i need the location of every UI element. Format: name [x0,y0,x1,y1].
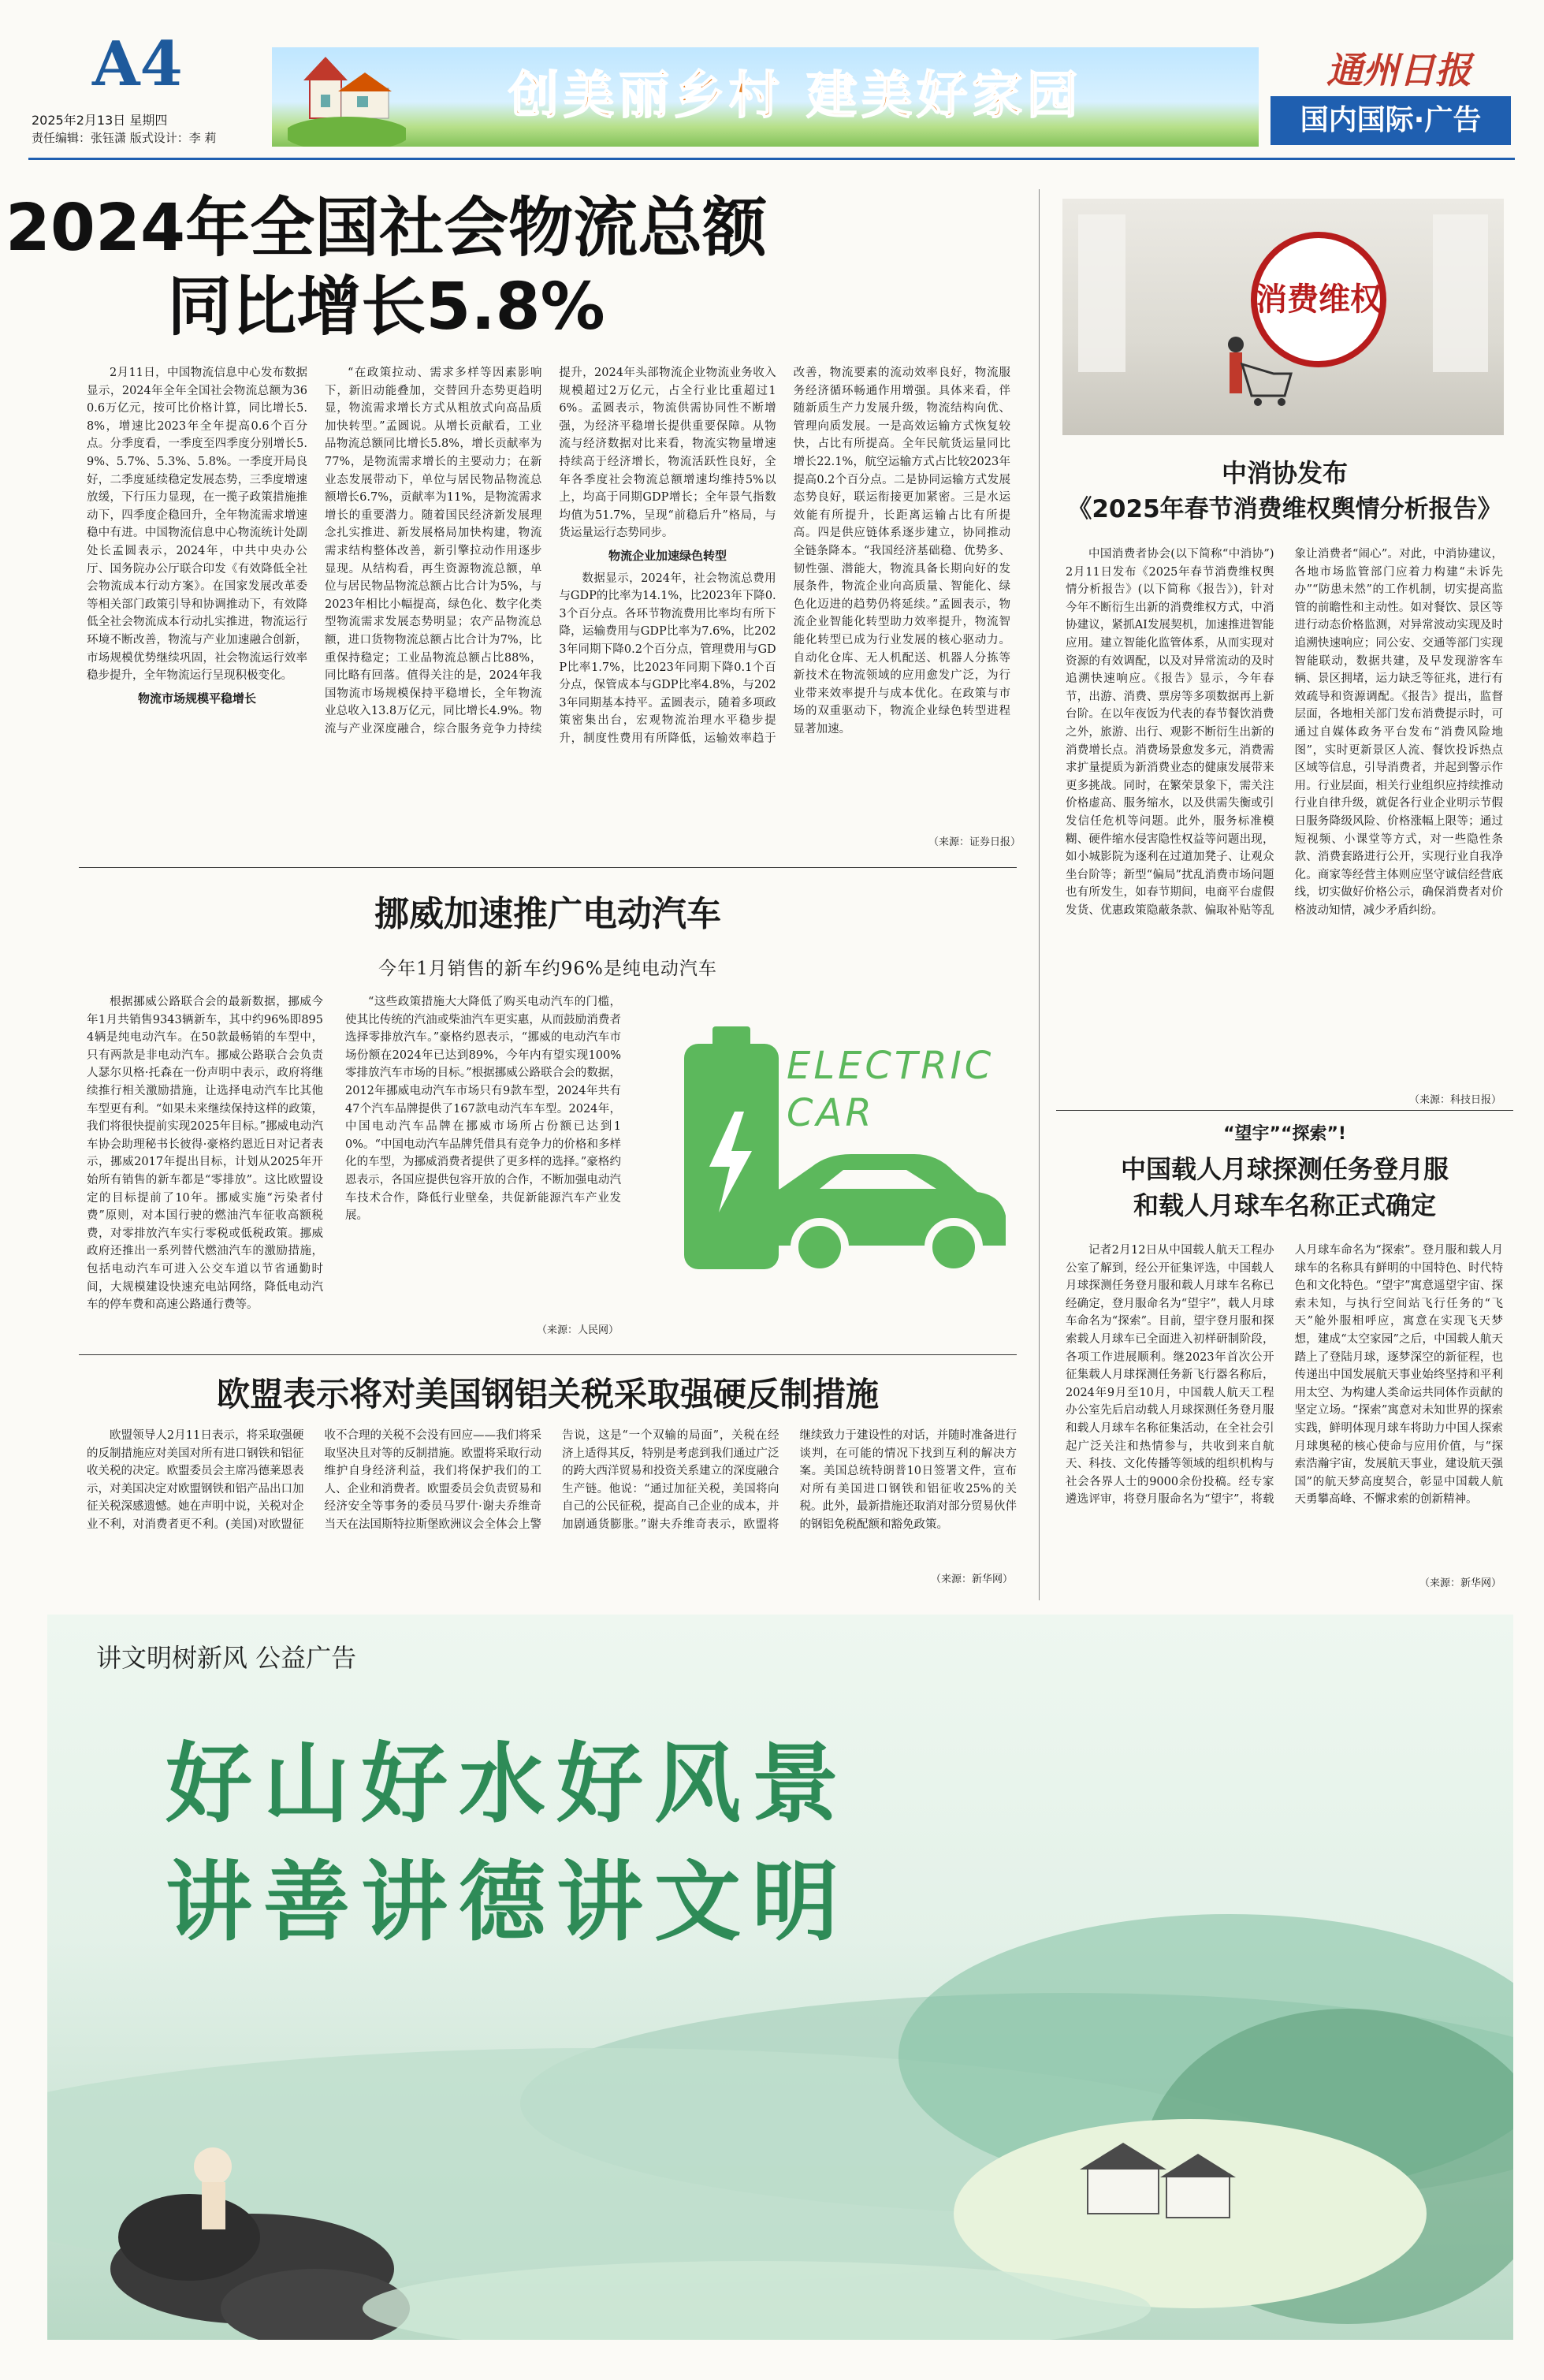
eu-source: （来源：新华网） [930,1574,1013,1585]
norway-body-2: “这些政策措施大大降低了购买电动汽车的门槛，使其比传统的汽油或柴油汽车更实惠，从而鼓励消费者选择零排放汽车。”豪格约恩表示，“挪威的电动汽车市场份额在2024年已达到89%，今年内有望实现100%零排放汽车市场的目标。”根据挪威公路联合会的数据，2012年挪威电动汽车市场只有9款车型，2024年共有47个汽车品牌提供了167款电动汽车车型。2024年，中国电动汽车品牌在挪威市场所占份额已达到10%。“中国电动汽车品牌凭借具有竞争力的价格和多样化的车型，为挪威消费者提供了更多样的选择。”豪格约恩表示，各国应提供包容开放的合作，不断加强电动汽车技术合作，降低行业壁垒，共促新能源汽车产业发展。 [345,996,621,1223]
banner-slogan: 创美丽乡村 建美好家园 [508,67,1083,125]
norway-subtitle: 今年1月销售的新车约96%是纯电动汽车 [378,959,717,979]
ad-slogan-line1: 好山好水好风景 [166,1733,850,1834]
moon-title-line1: 中国载人月球探测任务登月服 [1120,1154,1449,1184]
rule-norway [79,1354,1017,1355]
issue-date: 2025年2月13日 星期四 [32,113,168,128]
consumer-body-columns [1066,546,1503,1089]
moon-body: 记者2月12日从中国载人航天工程办公室了解到，经公开征集评选，中国载人月球探测任务登月服和载人月球车名称已经确定，登月服命名为“望宇”，载人月球车命名为“探索”。目前，望宇登月服和探索载人月球车已全面进入初样研制阶段，各项工作进展顺利。继2023年首次公开征集载人月球探测任务新飞行器名称后，2024年9月至10月，中国载人航天工程办公室先后启动载人月球探测任务登月服和载人月球车名称征集活动，在全社会引起广泛关注和热情参与，共收到来自航天、科技、文化传播等领域的组织机构与社会各界人士的9000余份投稿。经专家遴选评审，将登月服命名为“望宇”，将载人月球车命名为“探索”。登月服和载人月球车的名称具有鲜明的中国特色、时代特色和文化特色。“望宇”寓意遥望宇宙、探索未知，与执行空间站飞行任务的“飞天”舱外服相呼应，寓意在实现飞天梦想，建成“太空家园”之后，中国载人航天踏上了登陆月球，逐梦深空的新征程，也传递出中国发展航天事业始终坚持和平利用太空、为构建人类命运共同体作贡献的坚定立场。“探索”寓意对未知世界的探索实践，鲜明体现月球车将助力中国人探索月球奥秘的核心使命与应用价值，与“探索浩瀚宇宙，发展航天事业，建设航天强国”的航天梦高度契合，彰显中国载人航天勇攀高峰、不懈求索的创新精神。 [1066,1244,1503,1507]
moon-body-columns [1066,1242,1503,1577]
eu-title: 欧盟表示将对美国钢铝关税采取强硬反制措施 [216,1375,879,1413]
masthead-rule [28,158,1515,160]
logistics-col-1 [87,364,307,853]
electric-label: ELECTRIC [787,1044,995,1088]
house-illustration [288,47,406,147]
newspaper-logo: 通州日报 [1326,49,1471,91]
logistics-source: （来源：证券日报） [928,836,1021,848]
car-wheel-rear [928,1222,979,1272]
car-label: CAR [787,1091,875,1135]
norway-col-1 [87,993,323,1340]
logistics-col-2 [325,364,1010,853]
landscape-illustration [47,1615,1513,2340]
consumer-source: （来源：科技日报） [1408,1094,1501,1106]
ad-slogan-line2: 讲善讲德讲文明 [166,1851,850,1953]
norway-col-2 [345,993,621,1340]
consumer-title-line1: 中消协发布 [1221,458,1348,488]
page-number: A4 [92,28,183,100]
public-service-ad [47,1615,1513,2340]
consumer-body: 中国消费者协会(以下简称“中消协”)2月11日发布《2025年春节消费维权舆情分析报告》(以下简称《报告》)，针对今年不断衍生出新的消费维权方式，中消协建议，紧抓AI发展契机，加速推进智能应用。建立智能化监管体系，从而实现对资源的有效调配，以及对异常流动的及时追溯快速响应。《报告》显示，今年春节，出游、消费、票房等多项数据再上新台阶。在以年夜饭为代表的春节餐饮消费之外，旅游、出行、观影不断衍生出新的消费增长点。消费场景愈发多元，消费需求扩量提质为新消费业态的健康发展带来更多挑战。同时，在繁荣景象下，需关注价格虚高、服务缩水，以及供需失衡或引发信任危机等问题。此外，服务标准模糊、硬件缩水侵害隐性权益等问题出现，如小城影院为逐利在过道加凳子、让观众坐台阶等；新型“偏局”扰乱消费市场问题也有所发生，如春节期间，电商平台虚假发货、优惠政策隐蔽条款、偏取补贴等乱象让消费者“闹心”。对此，中消协建议，各地市场监管部门应着力构建“未诉先办”“防患未然”的工作机制，切实提高监管的前瞻性和主动性。如对餐饮、景区等进行动态价格监测，对异常波动实现及时追溯快速响应；同公安、交通等部门实现智能联动，数据共建，及早发现游客车辆、景区拥堵，运力缺乏等征兆，进行有效疏导和资源调配。《报告》提出，监督层面，各地相关部门发布消费提示时，可通过自媒体政务平台发布“消费风险地图”，实时更新景区人流、餐饮投诉热点区域等信息，引导消费者，并起到警示作用。行业层面，相关行业组织应持续推动行业自律升级，就促各行业企业明示节假日服务降级风险、价格涨幅上限等；通过短视频、小课堂等方式，对一些隐性条款、消费套路进行公开，实现行业自我净化。商家等经营主体则应坚守诚信经营底线，切实做好价格公示，确保消费者对价格波动知情，减少矛盾纠纷。 [1066,548,1503,917]
logistics-body-3: 数据显示，2024年，社会物流总费用与GDP的比率为14.1%，比2023年下降0.3个百分点。各环节物流费用比率均有所下降，运输费用与GDP比率为7.6%，比2023年同期下降0.2个百分点，管理费用与GDP比率1.7%，比2023年同期下降0.1个百分点，保管成本与GDP比率4.8%，与2023年同期基本持平。孟圆表示，随着多项政策密集出台，宏观物流治理水平稳步提升，制度性费用有所降低，运输效率趋于改善，物流要素的流动效率良好，物流服务经济循环畅通作用增强。具体来看，伴随新质生产力发展升级，物流结构向优、管理向质发展。一是高效运输方式恢复较快，占比有所提高。全年民航货运量同比增长22.1%，航空运输方式占比较2023年提高0.2个百分点。二是协同运输方式发展态势良好，联运衔接更加紧密。三是水运效能有所提升，长距离运输占比有所提高。四是供应链体系逐步建立，协同推动全链条降本。“我国经济基础稳、优势多、韧性强、潜能大，物流具备长期向好的发展条件，物流企业向高质量、智能化、绿色化迈进的趋势仍将延续。”孟圆表示，物流企业智能化转型助力效率提升，物流智能化转型已成为行业发展的核心驱动力。自动化仓库、无人机配送、机器人分拣等新技术在物流领域的应用愈发广泛，为行业带来效率提升与成本优化。在政策与市场的双重驱动下，物流企业绿色转型进程显著加速。 [559,367,1010,745]
logistics-body-1: 2月11日，中国物流信息中心发布数据显示，2024年全年全国社会物流总额为360.6万亿元，按可比价格计算，同比增长5.8%，增速比2023年全年提高0.6个百分点。分季度看，一季度至四季度分别增长5.9%、5.7%、5.3%、5.8%。一季度开局良好，二季度延续稳定发展态势，三季度增速放缓，下行压力显现，在一揽子政策措施推动下，四季度企稳回升，全年物流需求增速稳中有进。中国物流信息中心物流统计处副处长孟圆表示，2024年，中共中央办公厅、国务院办公厅联合印发《有效降低全社会物流成本行动方案》。在国家发展改革委等相关部门政策引导和协调推动下，有效降低全社会物流成本行动扎实推进，物流运行环境不断改善，物流与产业加速融合创新，市场规模优势继续巩固，社会物流运行效率稳步提升，全年物流运行呈现积极变化。 [87,367,307,683]
car-wheel-front [794,1222,845,1272]
consumer-image [1062,199,1504,435]
norway-body-1: 根据挪威公路联合会的最新数据，挪威今年1月共销售9343辆新车，其中约96%即8954辆是纯电动汽车。在50款最畅销的车型中，只有两款是非电动汽车。挪威公路联合会负责人瑟尔贝格·托森在一份声明中表示，政府将继续推行相关激励措施，让选择电动汽车比其他车型更有利。“如果未来继续保持这样的政策，我们将很快提前实现2025年目标。”挪威电动汽车协会助理秘书长彼得·豪格约恩近日对记者表示，挪威2017年提出目标，计划从2025年开始所有销售的新车都是“零排放”。这比欧盟设定的目标提前了10年。挪威实施“污染者付费”原则，对本国行驶的燃油汽车征收高额税费，对零排放汽车实行零税或低税政策。挪威政府还推出一系列替代燃油汽车的激励措施，包括电动汽车可进入公交车道以节省通勤时间，大规模建设快速充电站网络，降低电动汽车的停车费和高速公路通行费等。 [87,996,323,1312]
norway-title: 挪威加速推广电动汽车 [374,894,721,934]
electric-car-image [646,1009,1017,1340]
consumer-title-line2: 《2025年春节消费维权舆情分析报告》 [1067,495,1502,523]
logistics-title-line2: 同比增长5.8% [167,270,605,345]
consumer-badge-text: 消费维权 [1256,281,1382,318]
banner [272,47,1259,147]
norway-source: （来源：人民网） [536,1324,619,1336]
ad-header: 讲文明树新风 公益广告 [96,1643,357,1673]
rule-consumer [1056,1110,1513,1111]
logistics-subhead-1: 物流市场规模平稳增长 [137,691,256,706]
moon-kicker: “望宇”“探索”! [1223,1124,1346,1144]
logistics-subhead-2: 物流企业加速绿色转型 [608,548,727,563]
editor-credit: 责任编辑：张钰潇 版式设计：李 莉 [32,131,217,145]
eu-body-columns [87,1427,1017,1589]
eu-body: 欧盟领导人2月11日表示，将采取强硬的反制措施应对美国对所有进口钢铁和铝征收关税的决定。欧盟委员会主席冯德莱恩表示，对美国决定对欧盟钢铁和铝产品出口加征关税深感遗憾。她在声明中说，关税对企业不利，对消费者更不利。(美国)对欧盟征收不合理的关税不会没有回应——我们将采取坚决且对等的反制措施。欧盟将采取行动维护自身经济利益，我们将保护我们的工人、企业和消费者。欧盟委员会负责贸易和经济安全等事务的委员马罗什·谢夫乔维奇当天在法国斯特拉斯堡欧洲议会全体会上警告说，这是“一个双输的局面”，关税在经济上适得其反，特别是考虑到我们通过广泛的跨大西洋贸易和投资关系建立的深度融合生产链。他说：“通过加征关税，美国将向自己的公民征税，提高自己企业的成本，并加剧通货膨胀。”谢夫乔维奇表示，欧盟将继续致力于建设性的对话，并随时准备进行谈判，在可能的情况下找到互利的解决方案。美国总统特朗普10日签署文件，宣布对所有美国进口钢铁和铝征收25%的关税。此外，最新措施还取消对部分贸易伙伴的钢铝免税配额和豁免政策。 [87,1429,1017,1531]
rule-logistics [79,867,1017,868]
moon-title-line2: 和载人月球车名称正式确定 [1133,1190,1436,1220]
column-divider [1039,189,1040,1600]
section-badge: 国内国际·广告 [1271,96,1511,145]
battery-cap [712,1026,750,1047]
logistics-headline [5,189,1025,347]
moon-source: （来源：新华网） [1419,1577,1501,1589]
logistics-title-line1: 2024年全国社会物流总额 [5,191,768,266]
logistics-body-2: “在政策拉动、需求多样等因素影响下，新旧动能叠加，交替回升态势更趋明显，物流需求增长方式从粗放式向高品质加快转型。”孟圆说。从增长贡献看，工业品物流总额同比增长5.8%，增长贡献率为77%，是物流需求增长的主要动力；在新业态发展带动下，单位与居民物品物流总额增长6.7%，贡献率为11%，是物流需求增长的重要潜力。随着国民经济新发展理念扎实推进、新发展格局加快构建，物流需求结构整体改善，新引擎拉动作用逐步显现。从结构看，再生资源物流总额，单位与居民物品物流总额占比合计为5%，与2023年相比小幅提高，绿色化、数字化类型物流需求发展态势明显；农产品物流总额，进口货物物流总额占比合计为7%，比重保持稳定；工业品物流总额占比88%，同比略有回落。值得关注的是，2024年我国物流市场规模保持平稳增长，全年物流业总收入13.8万亿元，同比增长4.9%。物流与产业深度融合，综合服务竞争力持续提升，2024年头部物流企业物流业务收入规模超过2万亿元，占全行业比重超过16%。孟圆表示，物流供需协同性不断增强，为经济平稳增长提供重要保障。从物流与经济数据对比来看，物流实物量增速持续高于经济增长，物流活跃性良好，全年各季度社会物流总额增速均维持5%以上，均高于同期GDP增长；全年景气指数均值为51.7%，呈现“前稳后升”格局，与货运量运行态势同步。 [325,367,776,736]
